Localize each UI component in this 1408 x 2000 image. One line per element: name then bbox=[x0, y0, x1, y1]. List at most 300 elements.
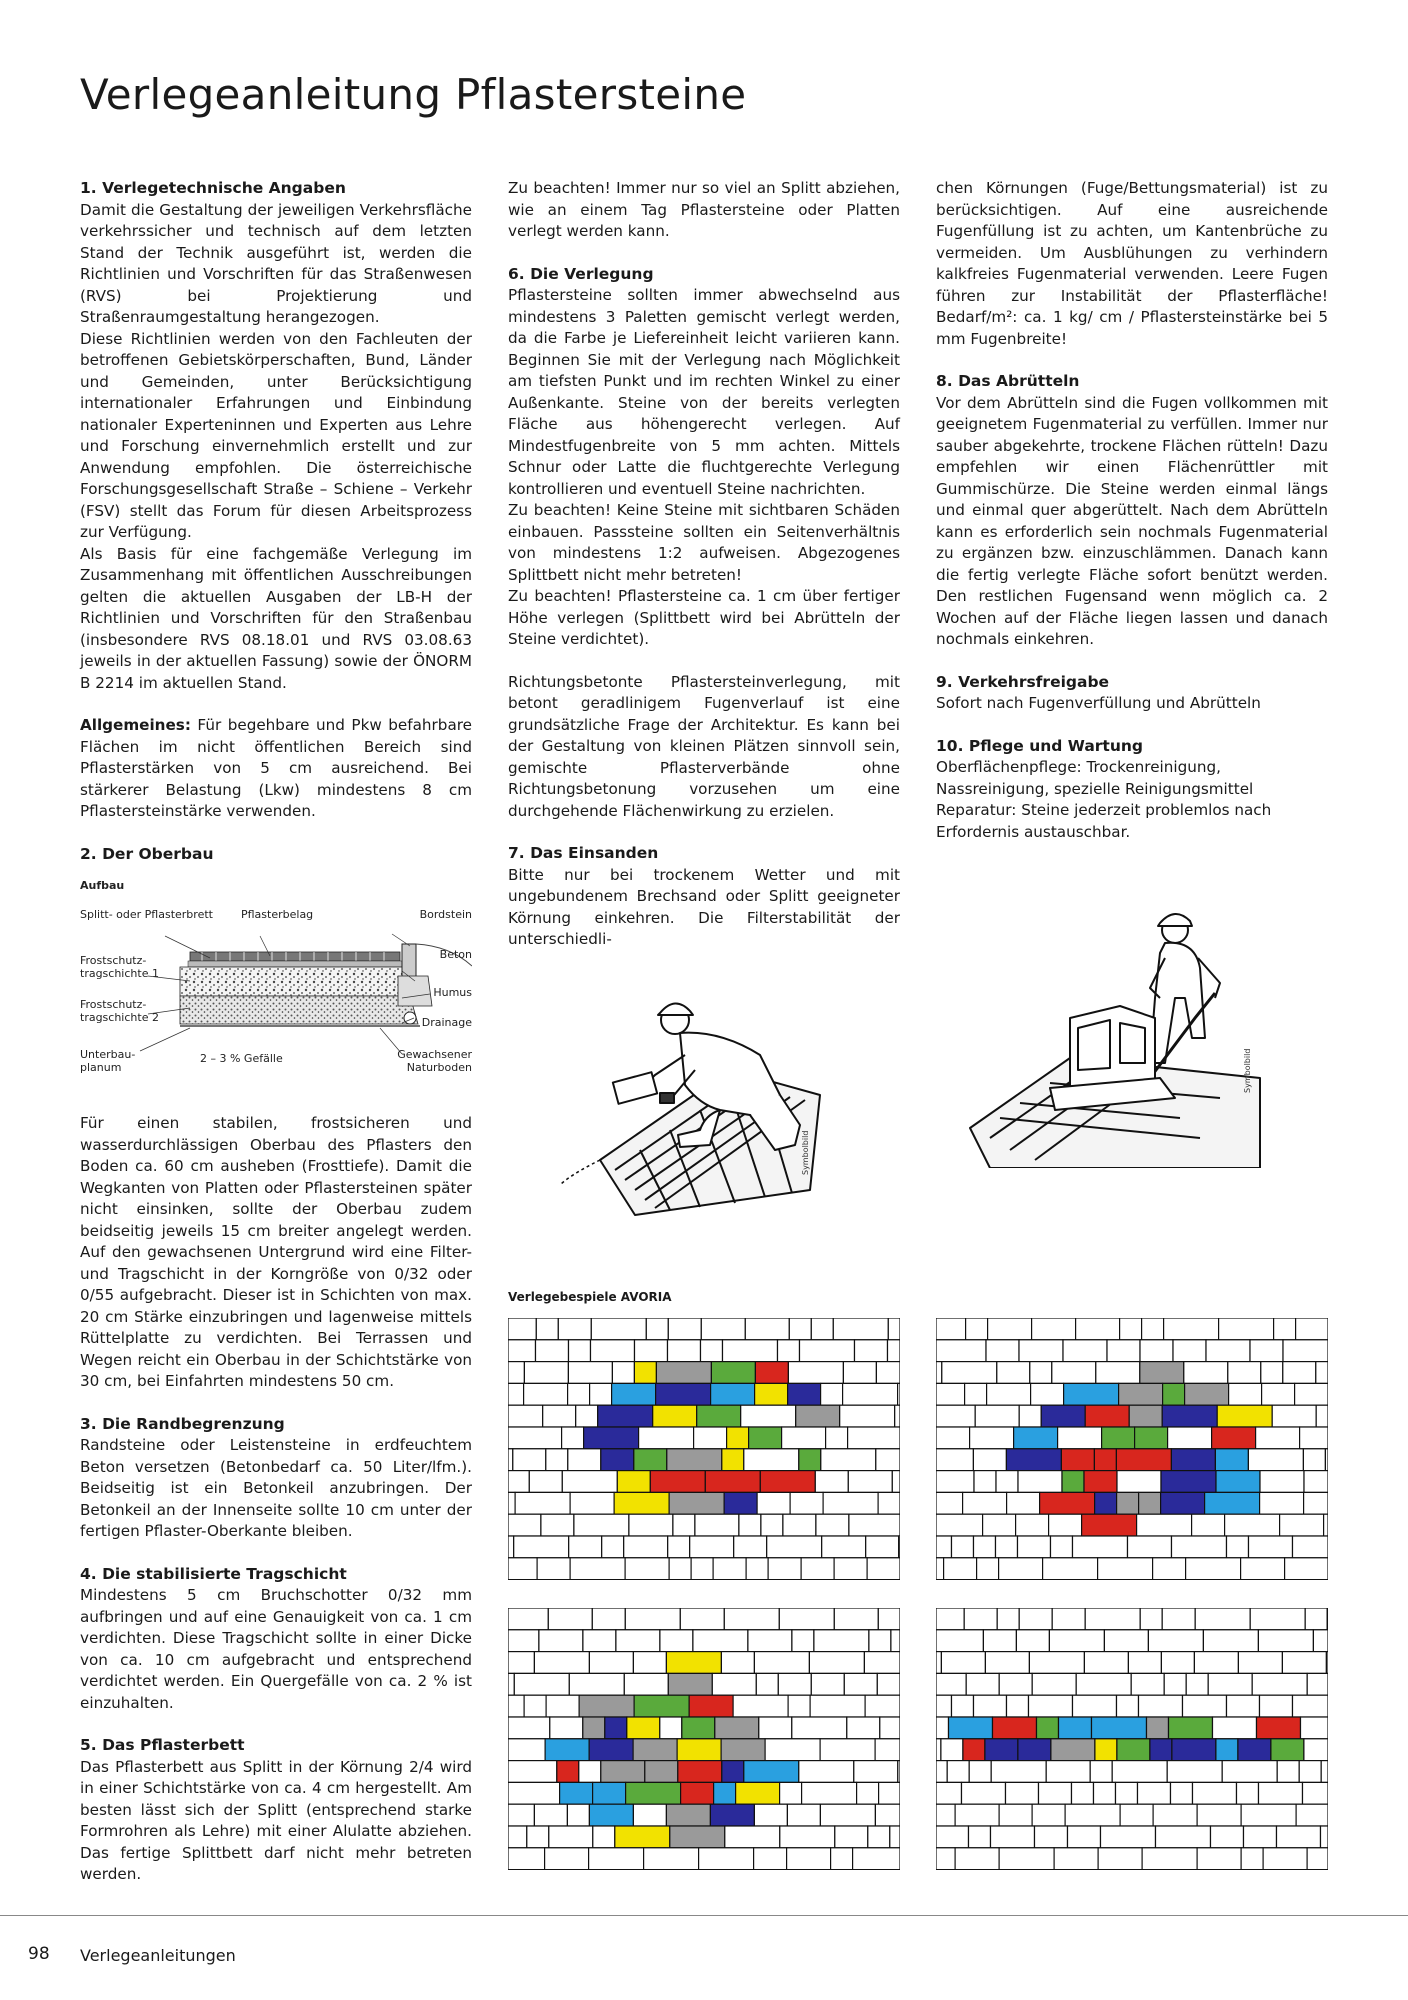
pattern-example-2 bbox=[936, 1318, 1328, 1580]
paving-stone bbox=[1303, 1449, 1325, 1471]
paving-stone bbox=[880, 1717, 900, 1739]
paving-stone bbox=[701, 1340, 723, 1362]
paving-stone bbox=[562, 1427, 584, 1449]
paving-stone bbox=[892, 1471, 900, 1493]
section-9-heading: 9. Verkehrsfreigabe bbox=[936, 672, 1110, 691]
section-1-paragraph-2: Diese Richtlinien werden von den Fachleuten der betroffenen Gebietskörperschaften, Bund, Länder und Gemeinden, unter Berücksichtigung internationaler Erfahrungen und Einbindung nationaler Experteninnen und Experten aus Lehre und Forschung einvernehmlich erstellt und zur Anwendung empfohlen. Die österreichische Forschungsgesellschaft Straße – Schiene – Verkehr (FSV) stellt das Forum für diesen Arbeitsprozess zur Verfügung. bbox=[80, 329, 472, 541]
diagram-heading: Aufbau bbox=[80, 879, 125, 892]
paving-stone bbox=[1116, 1782, 1138, 1804]
paving-stone bbox=[898, 1761, 900, 1783]
paving-stone bbox=[1054, 1848, 1098, 1870]
paving-stone bbox=[508, 1427, 562, 1449]
paving-stone bbox=[508, 1471, 529, 1493]
paving-stone bbox=[1061, 1449, 1094, 1471]
paving-stone bbox=[867, 1558, 900, 1580]
paving-stone bbox=[508, 1383, 524, 1405]
paving-stone bbox=[562, 1471, 617, 1493]
paving-stone bbox=[589, 1652, 633, 1674]
section-5-paragraph: Das Pflasterbett aus Splitt in der Körnung 2/4 wird in einer Schichtstärke von ca. 4 cm hergestellt. Am besten lässt sich der Splitt (entsprechend starke Formrohren als Lehre) mit einer Alulatte abziehen. Das fertige Splittbett darf nicht mehr betreten werden. bbox=[80, 1757, 472, 1883]
paving-stone bbox=[1324, 1514, 1328, 1536]
paving-stone bbox=[1173, 1340, 1206, 1362]
paving-stone bbox=[1216, 1739, 1238, 1761]
paving-stone bbox=[722, 1761, 744, 1783]
paving-stone bbox=[878, 1492, 900, 1514]
paving-stone bbox=[602, 1536, 624, 1558]
paving-stone bbox=[834, 1608, 878, 1630]
paving-stone bbox=[941, 1652, 985, 1674]
paving-stone bbox=[1007, 1492, 1040, 1514]
paving-stone bbox=[866, 1536, 899, 1558]
paving-stone bbox=[875, 1739, 900, 1761]
paving-stone bbox=[888, 1318, 900, 1340]
paving-stone bbox=[682, 1717, 715, 1739]
paving-stone bbox=[970, 1427, 1014, 1449]
paving-stone bbox=[1140, 1362, 1184, 1384]
paving-stone bbox=[778, 1340, 800, 1362]
paving-stone bbox=[936, 1449, 973, 1471]
paving-stone bbox=[1052, 1608, 1085, 1630]
paving-stone bbox=[666, 1652, 721, 1674]
paving-stone bbox=[508, 1739, 545, 1761]
paving-stone bbox=[1007, 1695, 1029, 1717]
paving-stone bbox=[993, 1717, 1037, 1739]
paving-stone bbox=[826, 1427, 848, 1449]
paving-stone bbox=[936, 1630, 983, 1652]
paving-stone bbox=[633, 1804, 666, 1826]
label-beton: Beton bbox=[439, 948, 472, 961]
paving-stone bbox=[569, 1673, 624, 1695]
paving-stone bbox=[1064, 1383, 1119, 1405]
paving-stone bbox=[983, 1514, 1016, 1536]
paving-stone bbox=[996, 1471, 1018, 1493]
paving-stone bbox=[1225, 1514, 1280, 1536]
paving-stone bbox=[815, 1471, 848, 1493]
paving-stone bbox=[936, 1761, 947, 1783]
paving-stone bbox=[570, 1492, 614, 1514]
paving-stone bbox=[936, 1558, 944, 1580]
paving-stone bbox=[666, 1804, 710, 1826]
paving-stone bbox=[780, 1782, 802, 1804]
section-6-paragraph-3: Zu beachten! Pflastersteine ca. 1 cm über fertiger Höhe verlegen (Splittbett wird bei Abrütteln der Steine verdichtet). bbox=[508, 587, 900, 648]
paving-stone bbox=[1285, 1558, 1328, 1580]
paving-stone bbox=[727, 1427, 749, 1449]
paving-stone bbox=[1213, 1717, 1257, 1739]
paving-stone bbox=[1156, 1826, 1211, 1848]
paving-stone bbox=[583, 1630, 616, 1652]
paving-stone bbox=[1107, 1340, 1140, 1362]
paving-stone bbox=[1164, 1673, 1186, 1695]
paving-stone bbox=[944, 1558, 977, 1580]
paving-stone bbox=[653, 1405, 697, 1427]
paving-stone bbox=[1117, 1695, 1139, 1717]
paving-stone bbox=[508, 1449, 513, 1471]
paving-stone bbox=[569, 1536, 602, 1558]
paving-stone bbox=[1112, 1761, 1167, 1783]
paving-stone bbox=[660, 1717, 682, 1739]
paving-stone bbox=[876, 1362, 900, 1384]
paving-stone bbox=[1094, 1782, 1116, 1804]
section-8-paragraph: Vor dem Abrütteln sind die Fugen vollkommen mit geeignetem Fugenmaterial zu verfüllen. Immer nur sauber abgekehrte, trockene Flächen rütteln! Dazu empfehlen wir einen Flächenrüttler mit Gummischürze. Die Steine werden einmal längs und einmal quer abgerüttelt. Nach dem Abrütteln kann es erforderlich sein nochmals Fugenmaterial zu ergänzen bzw. einzuschlämmen. Danach kann die fertig verlegte Fläche sofort benützt werden. Den restlichen Fugensand wenn möglich ca. 2 Wochen auf der Fläche liegen lassen und danach nochmals einkehren. bbox=[936, 393, 1328, 648]
paving-stone bbox=[1250, 1340, 1283, 1362]
section-6-paragraph-2: Zu beachten! Keine Steine mit sichtbaren Schäden einbauen. Passsteine sollten ein Seitenverhältnis von mindestens 1:2 aufweisen. Abgezogenes Splittbett nicht mehr betreten! bbox=[508, 501, 900, 584]
paving-stone bbox=[1041, 1405, 1085, 1427]
paving-stone bbox=[1271, 1739, 1304, 1761]
paving-stone bbox=[601, 1449, 634, 1471]
paving-stone bbox=[680, 1608, 724, 1630]
paving-stone bbox=[524, 1695, 546, 1717]
paving-stone bbox=[1138, 1782, 1171, 1804]
paving-stone bbox=[1019, 1340, 1063, 1362]
paving-stone bbox=[1117, 1492, 1139, 1514]
paving-stone bbox=[598, 1405, 653, 1427]
paving-stone bbox=[1147, 1717, 1169, 1739]
paving-stone bbox=[691, 1558, 713, 1580]
paving-stone bbox=[1006, 1782, 1039, 1804]
paving-stone bbox=[891, 1630, 900, 1652]
paving-stone bbox=[962, 1782, 1006, 1804]
paving-stone bbox=[952, 1695, 974, 1717]
paving-stone bbox=[633, 1652, 666, 1674]
paving-stone bbox=[1137, 1514, 1192, 1536]
paving-stone bbox=[799, 1761, 854, 1783]
paving-stone bbox=[1184, 1362, 1228, 1384]
paving-stone bbox=[1168, 1427, 1212, 1449]
paving-stone bbox=[515, 1492, 570, 1514]
paving-stone bbox=[936, 1514, 983, 1536]
paving-stone bbox=[843, 1362, 876, 1384]
paving-stone bbox=[1139, 1695, 1183, 1717]
paving-stone bbox=[590, 1383, 612, 1405]
section-5-heading: 5. Das Pflasterbett bbox=[80, 1736, 245, 1754]
paving-stone bbox=[855, 1340, 888, 1362]
paving-stone bbox=[722, 1449, 744, 1471]
paving-stone bbox=[1195, 1608, 1250, 1630]
paving-stone bbox=[811, 1318, 833, 1340]
paving-stone bbox=[1295, 1383, 1328, 1405]
paving-stone bbox=[541, 1514, 574, 1536]
oberbau-diagram bbox=[80, 876, 472, 1091]
paving-stone bbox=[625, 1558, 669, 1580]
paving-stone bbox=[734, 1536, 767, 1558]
paving-stone bbox=[1018, 1471, 1062, 1493]
paving-stone bbox=[1206, 1340, 1250, 1362]
paving-stone bbox=[736, 1782, 780, 1804]
paving-stone bbox=[644, 1848, 699, 1870]
paving-stone bbox=[508, 1405, 543, 1427]
paving-stone bbox=[723, 1340, 778, 1362]
paving-stone bbox=[1272, 1405, 1316, 1427]
paving-stone bbox=[625, 1608, 680, 1630]
paving-stone bbox=[583, 1717, 605, 1739]
paving-stone bbox=[568, 1383, 590, 1405]
paving-stone bbox=[1194, 1652, 1238, 1674]
paving-stone bbox=[624, 1673, 668, 1695]
paving-stone bbox=[985, 1739, 1018, 1761]
worker-compactor-drawing bbox=[960, 888, 1290, 1168]
paving-stone bbox=[782, 1427, 826, 1449]
paving-stone bbox=[936, 1608, 964, 1630]
paving-stone bbox=[624, 1536, 668, 1558]
paving-stone bbox=[615, 1826, 670, 1848]
paving-stone bbox=[1172, 1536, 1227, 1558]
paving-stone bbox=[823, 1492, 878, 1514]
section-1-paragraph-3: Als Basis für eine fachgemäße Verlegung im Zusammenhang mit öffentlichen Ausschreibungen gelten die aktuellen Ausgaben der LB-H der Richtlinien und Vorschriften für den Straßenbau (insbesondere RVS 08.18.01 und RVS 03.08.63 jeweils in der aktuellen Fassung) sowie der ÖNORM B 2214 im aktuellen Stand. bbox=[80, 544, 472, 692]
paving-stone bbox=[1205, 1492, 1260, 1514]
paving-stone bbox=[1192, 1514, 1225, 1536]
paving-stone bbox=[1032, 1673, 1076, 1695]
paving-stone bbox=[1117, 1471, 1161, 1493]
paving-stone bbox=[767, 1536, 822, 1558]
paving-stone bbox=[697, 1405, 741, 1427]
paving-stone bbox=[614, 1492, 669, 1514]
paving-stone bbox=[1296, 1318, 1328, 1340]
paving-stone bbox=[755, 1383, 788, 1405]
paving-stone bbox=[1085, 1608, 1140, 1630]
paving-stone bbox=[999, 1558, 1043, 1580]
paving-stone bbox=[942, 1362, 997, 1384]
paving-stone bbox=[1227, 1536, 1249, 1558]
section-1-heading: 1. Verlegetechnische Angaben bbox=[80, 179, 346, 197]
paving-stone bbox=[955, 1848, 999, 1870]
paving-stone bbox=[969, 1761, 991, 1783]
paving-stone bbox=[656, 1362, 711, 1384]
paving-stone bbox=[1019, 1405, 1041, 1427]
paving-stone bbox=[833, 1318, 888, 1340]
paving-stone bbox=[617, 1471, 650, 1493]
paving-stone bbox=[713, 1558, 746, 1580]
section-10-heading: 10. Pflege und Wartung bbox=[936, 736, 1144, 755]
label-bordstein: Bordstein bbox=[419, 908, 472, 921]
paving-stone bbox=[568, 1449, 601, 1471]
paving-stone bbox=[1051, 1536, 1073, 1558]
paving-stone bbox=[589, 1804, 633, 1826]
paving-stone bbox=[1119, 1383, 1163, 1405]
paving-stone bbox=[646, 1318, 668, 1340]
paving-stone bbox=[809, 1652, 864, 1674]
paving-stone bbox=[848, 1427, 900, 1449]
paving-stone bbox=[1164, 1318, 1219, 1340]
paving-stone bbox=[549, 1826, 593, 1848]
section-2-heading: 2. Der Oberbau bbox=[80, 844, 214, 863]
paving-stone bbox=[677, 1739, 721, 1761]
paving-stone bbox=[650, 1471, 705, 1493]
paving-stone bbox=[1135, 1427, 1168, 1449]
paving-stone bbox=[695, 1514, 739, 1536]
paving-stone bbox=[888, 1340, 901, 1362]
paving-stone bbox=[534, 1804, 567, 1826]
paving-stone bbox=[936, 1383, 965, 1405]
label-humus: Humus bbox=[433, 986, 472, 999]
paving-stone bbox=[1259, 1782, 1303, 1804]
paving-stone bbox=[963, 1739, 985, 1761]
section-3-paragraph: Randsteine oder Leistensteine in erdfeuchtem Beton versetzen (Betonbedarf ca. 50 Liter/lfm.). Beidseitig ist ein Betonkeil anzubringen. Der Betonkeil an der Innenseite sollte 10 cm unter der fertigen Pflaster-Oberkante bleiben. bbox=[80, 1436, 472, 1540]
paving-stone bbox=[1211, 1826, 1244, 1848]
paving-stone bbox=[799, 1449, 821, 1471]
paving-stone bbox=[569, 1340, 591, 1362]
paving-stone bbox=[792, 1717, 847, 1739]
paving-stone bbox=[788, 1383, 821, 1405]
paving-stone bbox=[1063, 1340, 1107, 1362]
paving-stone bbox=[760, 1471, 815, 1493]
paving-stone bbox=[1049, 1514, 1082, 1536]
label-unterbau: Unterbau- planum bbox=[80, 1048, 136, 1074]
patterns-label: Verlegebespiele AVORIA bbox=[508, 1290, 672, 1304]
paving-stone bbox=[936, 1318, 966, 1340]
paving-stone bbox=[853, 1848, 900, 1870]
paving-stone bbox=[840, 1405, 895, 1427]
symbolbild-label-2: Symbolbild bbox=[1243, 1048, 1252, 1093]
paving-stone bbox=[724, 1492, 757, 1514]
paving-stone bbox=[634, 1449, 667, 1471]
paving-stone bbox=[670, 1826, 725, 1848]
paving-stone bbox=[558, 1318, 591, 1340]
paving-stone bbox=[1203, 1630, 1258, 1652]
paving-stone bbox=[508, 1804, 534, 1826]
paving-stone bbox=[936, 1695, 952, 1717]
paving-stone bbox=[560, 1782, 593, 1804]
paving-stone bbox=[1260, 1471, 1304, 1493]
paving-stone bbox=[745, 1318, 789, 1340]
paving-stone bbox=[699, 1848, 754, 1870]
paving-stone bbox=[1029, 1695, 1073, 1717]
section-6-heading: 6. Die Verlegung bbox=[508, 264, 654, 283]
label-frostschutz-2: Frostschutz- tragschichte 2 bbox=[80, 998, 159, 1024]
paving-stone bbox=[1016, 1514, 1049, 1536]
paving-stone bbox=[689, 1695, 733, 1717]
paving-stone bbox=[601, 1761, 645, 1783]
paving-stone bbox=[865, 1695, 900, 1717]
paving-stone bbox=[1304, 1492, 1328, 1514]
paving-stone bbox=[792, 1630, 814, 1652]
paving-stone bbox=[591, 1340, 635, 1362]
paving-stone bbox=[936, 1652, 941, 1674]
paving-stone bbox=[1092, 1717, 1147, 1739]
paving-stone bbox=[1153, 1558, 1186, 1580]
paving-stone bbox=[1142, 1848, 1197, 1870]
paving-stone bbox=[536, 1318, 558, 1340]
paving-stone bbox=[1032, 1804, 1065, 1826]
paving-stone bbox=[1084, 1652, 1128, 1674]
paving-stone bbox=[1104, 1630, 1148, 1652]
paving-stone bbox=[754, 1804, 787, 1826]
paving-stone bbox=[724, 1608, 779, 1630]
paving-stone bbox=[879, 1782, 900, 1804]
paving-stone bbox=[1140, 1608, 1162, 1630]
paving-stone bbox=[545, 1848, 589, 1870]
paving-stone bbox=[668, 1536, 690, 1558]
paving-stone bbox=[1014, 1427, 1058, 1449]
paving-stone bbox=[645, 1761, 678, 1783]
paving-stone bbox=[1148, 1630, 1203, 1652]
paving-stone bbox=[1197, 1804, 1241, 1826]
paving-stone bbox=[1040, 1492, 1095, 1514]
paving-stone bbox=[1229, 1383, 1262, 1405]
paving-stone bbox=[733, 1695, 788, 1717]
paving-stone bbox=[1120, 1804, 1153, 1826]
paving-worker-illustration bbox=[560, 975, 860, 1230]
paving-stone bbox=[936, 1739, 941, 1761]
paving-stone bbox=[1095, 1492, 1117, 1514]
paving-stone bbox=[898, 1383, 900, 1405]
label-frostschutz-1: Frostschutz- tragschichte 1 bbox=[80, 954, 159, 980]
paving-stone bbox=[1215, 1449, 1248, 1471]
paving-stone bbox=[589, 1848, 644, 1870]
paving-stone bbox=[1193, 1782, 1237, 1804]
paving-stone bbox=[529, 1471, 562, 1493]
paving-stone bbox=[1227, 1695, 1260, 1717]
paving-stone bbox=[1217, 1405, 1272, 1427]
paving-stone bbox=[1241, 1558, 1285, 1580]
paving-stone bbox=[589, 1739, 633, 1761]
paving-stone bbox=[1250, 1608, 1305, 1630]
paving-stone bbox=[626, 1782, 681, 1804]
paving-stone bbox=[739, 1514, 761, 1536]
paving-stone bbox=[668, 1340, 701, 1362]
paving-stone bbox=[524, 1362, 568, 1384]
paving-stone bbox=[536, 1340, 569, 1362]
paving-stone bbox=[584, 1427, 639, 1449]
paving-stone bbox=[1059, 1717, 1092, 1739]
paving-stone bbox=[1120, 1318, 1142, 1340]
paving-stone bbox=[749, 1427, 782, 1449]
paving-stone bbox=[1139, 1492, 1161, 1514]
paving-stone bbox=[1321, 1826, 1329, 1848]
paving-stone bbox=[1172, 1739, 1216, 1761]
paving-stone bbox=[508, 1695, 524, 1717]
pattern-example-1 bbox=[508, 1318, 900, 1580]
paving-stone bbox=[1258, 1630, 1313, 1652]
paving-stone bbox=[1140, 1340, 1173, 1362]
paving-stone bbox=[790, 1492, 823, 1514]
footer-section-title: Verlegeanleitungen bbox=[80, 1946, 236, 1965]
paving-stone bbox=[1212, 1427, 1256, 1449]
paving-stone bbox=[715, 1717, 759, 1739]
paving-stone bbox=[754, 1652, 809, 1674]
pattern-3-drawing bbox=[508, 1608, 900, 1870]
paving-stone bbox=[591, 1318, 646, 1340]
paving-stone bbox=[1237, 1782, 1259, 1804]
paving-stone bbox=[1085, 1405, 1129, 1427]
paving-stone bbox=[847, 1717, 880, 1739]
paving-stone bbox=[1171, 1449, 1215, 1471]
section-4-heading: 4. Die stabilisierte Tragschicht bbox=[80, 1564, 347, 1583]
paving-stone bbox=[1016, 1630, 1049, 1652]
paving-stone bbox=[999, 1673, 1032, 1695]
paving-stone bbox=[936, 1717, 949, 1739]
paving-stone bbox=[508, 1492, 515, 1514]
pattern-example-4 bbox=[936, 1608, 1328, 1870]
paving-stone bbox=[524, 1383, 568, 1405]
col3-top-paragraph: chen Körnungen (Fuge/Bettungsmaterial) ist zu berücksichtigen. Auf eine ausreichende Fugenfüllung ist zu achten, um Kantenbrüche zu vermeiden. Um Ausblühungen zu verhindern kalkfreies Fugenmaterial verwenden. Leere Fugen führen zur Instabilität der Pflasterfläche! Bedarf/m²: ca. 1 kg/ cm / Pflastersteinstärke bei 5 mm Fugenbreite! bbox=[936, 179, 1328, 348]
paving-stone bbox=[693, 1630, 748, 1652]
paving-stone bbox=[890, 1826, 900, 1848]
paving-stone bbox=[1277, 1826, 1321, 1848]
paving-stone bbox=[534, 1652, 589, 1674]
paving-stone bbox=[1035, 1826, 1068, 1848]
paving-stone bbox=[1216, 1471, 1260, 1493]
paving-stone bbox=[1260, 1492, 1304, 1514]
paving-stone bbox=[814, 1630, 869, 1652]
paving-stone bbox=[1090, 1761, 1112, 1783]
paving-stone bbox=[576, 1405, 598, 1427]
general-paragraph bbox=[80, 715, 472, 823]
paving-stone bbox=[508, 1340, 536, 1362]
label-naturboden: Gewachsener Naturboden bbox=[397, 1048, 472, 1074]
paving-stone bbox=[964, 1608, 997, 1630]
paving-stone bbox=[1150, 1739, 1172, 1761]
paving-stone bbox=[669, 1558, 691, 1580]
paving-stone bbox=[779, 1608, 834, 1630]
